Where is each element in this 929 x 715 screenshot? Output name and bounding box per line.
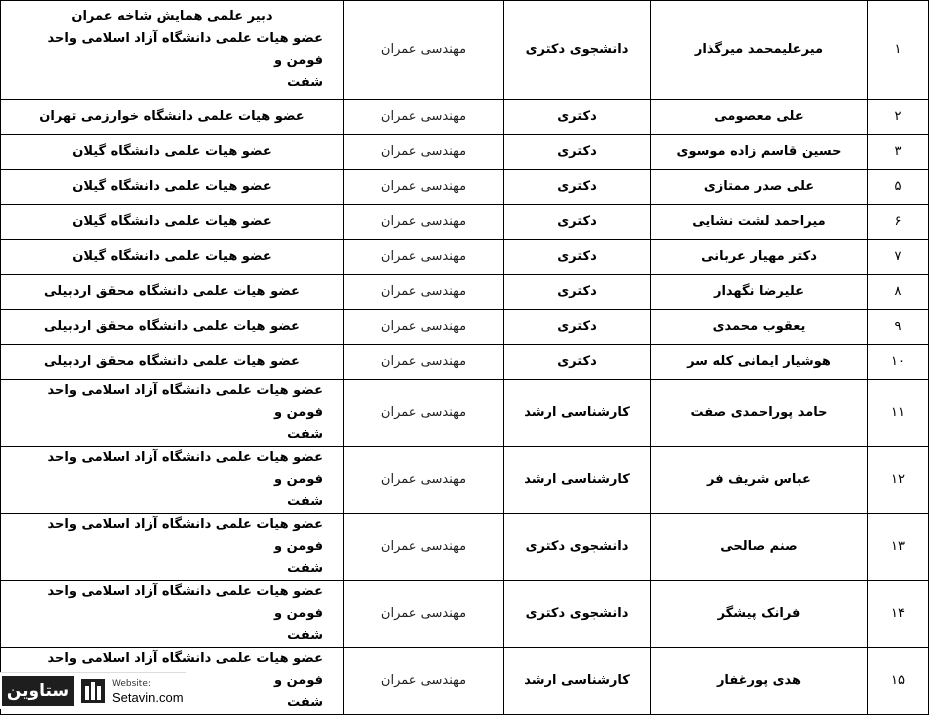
member-affiliation: [1, 345, 344, 380]
affiliation-line: شفت: [287, 494, 323, 509]
row-index: ۸: [868, 275, 929, 310]
member-field: مهندسی عمران: [344, 170, 504, 205]
member-degree: کارشناسی ارشد: [504, 380, 651, 447]
table-row: [1, 170, 929, 205]
member-degree: دکتری: [504, 205, 651, 240]
member-name: هوشیار ایمانی کله سر: [651, 345, 868, 380]
affiliation-line: شفت: [287, 561, 323, 576]
member-affiliation: [1, 380, 344, 447]
table-row: [1, 447, 929, 514]
member-field: مهندسی عمران: [344, 648, 504, 715]
row-index: ۲: [868, 100, 929, 135]
member-degree: دانشجوی دکتری: [504, 1, 651, 100]
member-field: مهندسی عمران: [344, 135, 504, 170]
affiliation-line: دبیر علمی همایش شاخه عمران: [71, 9, 273, 24]
row-index: ۳: [868, 135, 929, 170]
row-index: ۱: [868, 1, 929, 100]
row-index: ۱۰: [868, 345, 929, 380]
affiliation-line: عضو هیات علمی دانشگاه محقق اردبیلی: [44, 319, 300, 334]
row-index: ۱۵: [868, 648, 929, 715]
member-affiliation: [1, 240, 344, 275]
member-name: میرعلیمحمد میرگذار: [651, 1, 868, 100]
affiliation-line: شفت: [287, 695, 323, 710]
member-degree: دانشجوی دکتری: [504, 514, 651, 581]
affiliation-line: عضو هیات علمی دانشگاه گیلان: [72, 144, 272, 159]
member-affiliation: [1, 310, 344, 345]
member-degree: دکتری: [504, 170, 651, 205]
table-row: [1, 1, 929, 100]
member-field: مهندسی عمران: [344, 447, 504, 514]
building-logo-icon: [80, 678, 106, 704]
member-affiliation: [1, 135, 344, 170]
row-index: ۱۴: [868, 581, 929, 648]
row-index: ۶: [868, 205, 929, 240]
row-index: ۱۱: [868, 380, 929, 447]
affiliation-line: عضو هیات علمی دانشگاه آزاد اسلامی واحد فومن و: [47, 31, 323, 68]
table-row: [1, 240, 929, 275]
member-affiliation: [1, 447, 344, 514]
website-url[interactable]: Setavin.com: [112, 690, 184, 705]
member-affiliation: [1, 581, 344, 648]
table-row: [1, 380, 929, 447]
affiliation-line: عضو هیات علمی دانشگاه آزاد اسلامی واحد فومن و: [47, 383, 323, 420]
table-row: [1, 310, 929, 345]
affiliation-line: عضو هیات علمی دانشگاه آزاد اسلامی واحد فومن و: [47, 450, 323, 487]
affiliation-line: عضو هیات علمی دانشگاه آزاد اسلامی واحد فومن و: [47, 517, 323, 554]
member-field: مهندسی عمران: [344, 205, 504, 240]
member-field: مهندسی عمران: [344, 1, 504, 100]
member-degree: دانشجوی دکتری: [504, 581, 651, 648]
member-name: علی معصومی: [651, 100, 868, 135]
table-row: [1, 514, 929, 581]
member-field: مهندسی عمران: [344, 345, 504, 380]
member-name: فرانک پیشگر: [651, 581, 868, 648]
member-name: علی صدر ممتازی: [651, 170, 868, 205]
member-name: میراحمد لشت نشایی: [651, 205, 868, 240]
member-degree: دکتری: [504, 275, 651, 310]
member-field: مهندسی عمران: [344, 380, 504, 447]
member-degree: دکتری: [504, 345, 651, 380]
member-degree: دکتری: [504, 135, 651, 170]
table-row: [1, 205, 929, 240]
affiliation-line: عضو هیات علمی دانشگاه گیلان: [72, 214, 272, 229]
affiliation-line: شفت: [287, 427, 323, 442]
affiliation-line: عضو هیات علمی دانشگاه آزاد اسلامی واحد فومن و: [47, 584, 323, 621]
row-index: ۵: [868, 170, 929, 205]
member-field: مهندسی عمران: [344, 100, 504, 135]
row-index: ۹: [868, 310, 929, 345]
member-affiliation: [1, 514, 344, 581]
member-name: هدی پورغفار: [651, 648, 868, 715]
table-row: [1, 135, 929, 170]
website-label: Website:: [112, 679, 151, 689]
member-degree: کارشناسی ارشد: [504, 648, 651, 715]
member-degree: دکتری: [504, 240, 651, 275]
row-index: ۷: [868, 240, 929, 275]
member-affiliation: [1, 100, 344, 135]
table-row: [1, 275, 929, 310]
affiliation-line: عضو هیات علمی دانشگاه گیلان: [72, 249, 272, 264]
member-degree: کارشناسی ارشد: [504, 447, 651, 514]
faculty-table-body: [1, 1, 929, 715]
member-name: یعقوب محمدی: [651, 310, 868, 345]
table-row: [1, 581, 929, 648]
member-field: مهندسی عمران: [344, 275, 504, 310]
setavin-watermark[interactable]: [0, 672, 186, 709]
member-degree: دکتری: [504, 100, 651, 135]
website-block: [112, 678, 184, 704]
row-index: ۱۲: [868, 447, 929, 514]
member-affiliation: [1, 205, 344, 240]
member-name: عباس شریف فر: [651, 447, 868, 514]
table-row: [1, 345, 929, 380]
affiliation-line: شفت: [287, 75, 323, 90]
affiliation-line: عضو هیات علمی دانشگاه آزاد اسلامی واحد فومن و: [47, 651, 323, 688]
member-degree: دکتری: [504, 310, 651, 345]
member-field: مهندسی عمران: [344, 310, 504, 345]
affiliation-line: عضو هیات علمی دانشگاه گیلان: [72, 179, 272, 194]
member-field: مهندسی عمران: [344, 514, 504, 581]
member-name: صنم صالحی: [651, 514, 868, 581]
row-index: ۱۳: [868, 514, 929, 581]
affiliation-line: عضو هیات علمی دانشگاه محقق اردبیلی: [44, 284, 300, 299]
member-affiliation: [1, 275, 344, 310]
member-affiliation: [1, 1, 344, 100]
brand-name: ستاوین: [2, 676, 74, 706]
affiliation-line: شفت: [287, 628, 323, 643]
member-name: حسین قاسم زاده موسوی: [651, 135, 868, 170]
affiliation-line: عضو هیات علمی دانشگاه خوارزمی تهران: [39, 109, 305, 124]
table-row: [1, 100, 929, 135]
member-field: مهندسی عمران: [344, 581, 504, 648]
member-affiliation: [1, 170, 344, 205]
affiliation-line: عضو هیات علمی دانشگاه محقق اردبیلی: [44, 354, 300, 369]
member-name: حامد پوراحمدی صفت: [651, 380, 868, 447]
member-name: دکتر مهیار عربانی: [651, 240, 868, 275]
member-field: مهندسی عمران: [344, 240, 504, 275]
member-name: علیرضا نگهدار: [651, 275, 868, 310]
